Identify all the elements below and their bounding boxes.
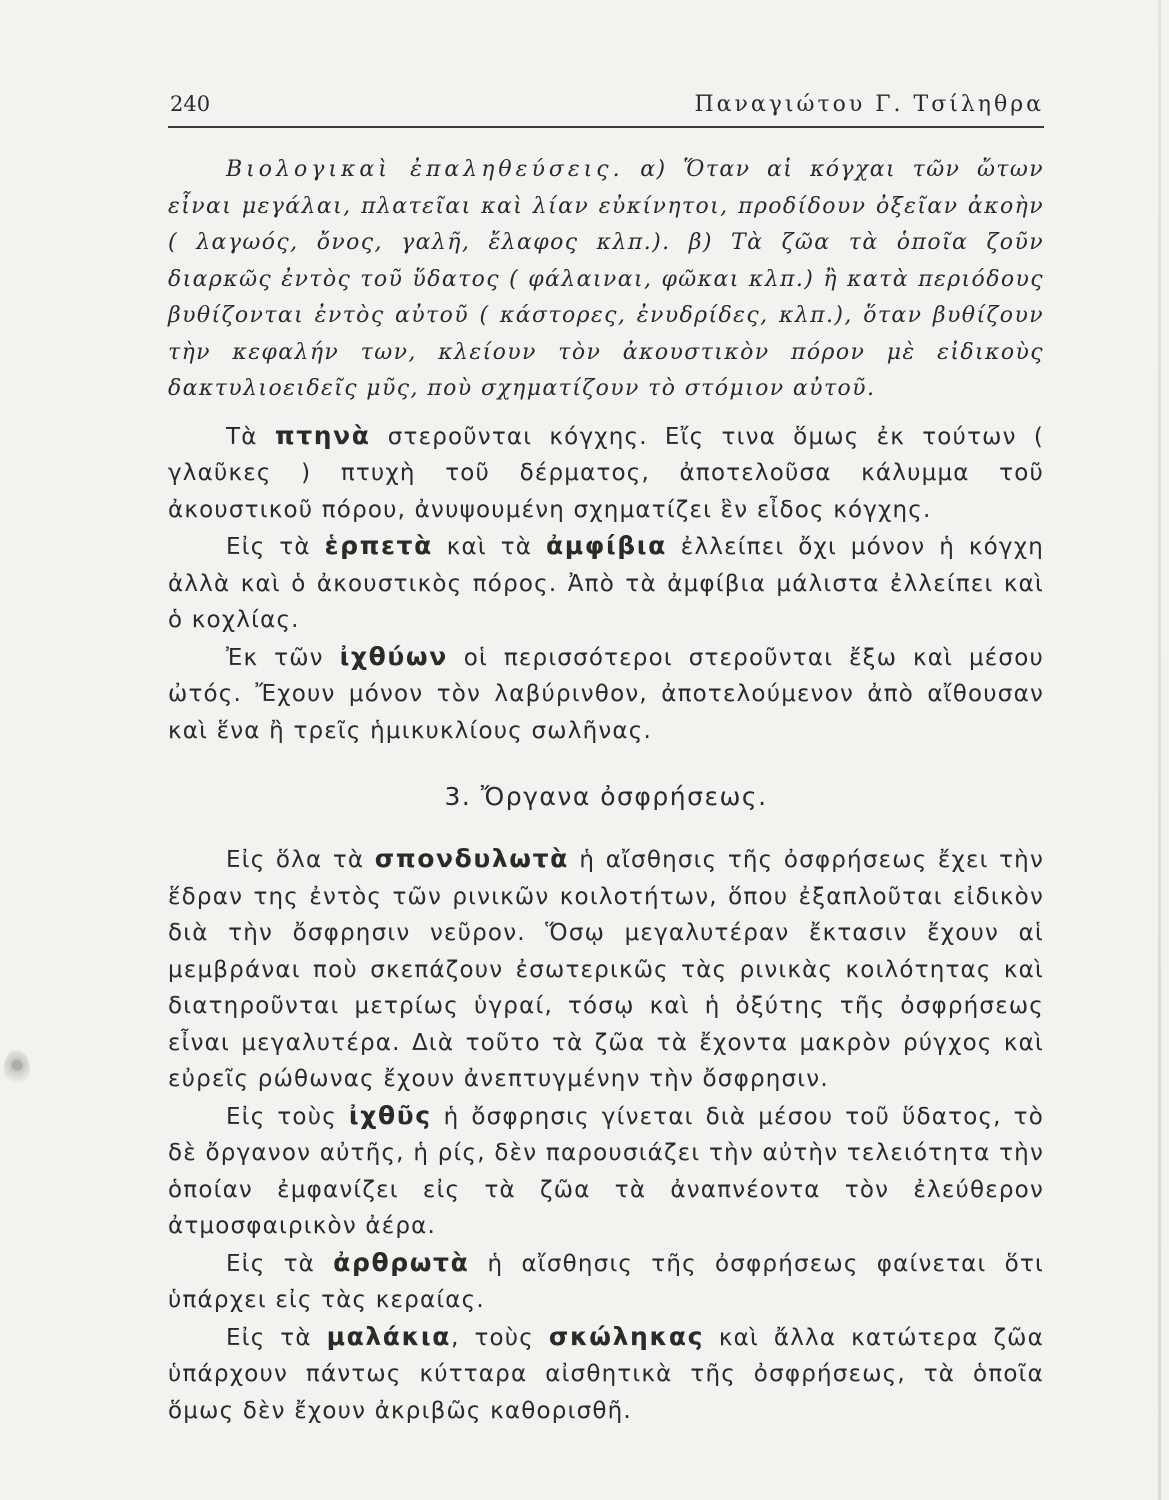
page-number: 240 bbox=[170, 92, 211, 116]
text-run: οἱ περισσότεροι στεροῦνται ἔξω καὶ μέσου ὠτός. Ἔχουν μόνον τὸν λαβύρινθον, ἀποτελούμενον ἀπὸ αἴθουσαν καὶ ἕνα ἢ τρεῖς ἡμικυκλίους σωλῆνας. bbox=[168, 644, 1044, 744]
text-run: καὶ ἄλλα κατώτερα ζῶα ὑπάρχουν πάντως κύτταρα αἰσθητικὰ τῆς ὀσφρήσεως, τὰ ὁποῖα ὅμως δὲν ἔχουν ἀκριβῶς καθορισθῆ. bbox=[168, 1324, 1044, 1424]
text-run: Ἐκ τῶν bbox=[226, 644, 340, 671]
text-run: καὶ τὰ bbox=[432, 534, 547, 560]
text-run: ἐλλείπει ὄχι μόνον ἡ κόγχη ἀλλὰ καὶ ὁ ἀκουστικὸς πόρος. Ἀπὸ τὰ ἀμφίβια μάλιστα ἐλλείπει καὶ ὁ κοχλίας. bbox=[168, 534, 1044, 633]
paragraph-fish-smell bbox=[168, 1098, 1044, 1245]
paragraph-molluscs-worms bbox=[168, 1319, 1044, 1430]
paragraph-biological-verifications bbox=[168, 152, 1044, 408]
text-run: Εἰς τὰ bbox=[226, 534, 325, 560]
text-run: Εἰς τὰ bbox=[226, 1250, 334, 1277]
paragraph-reptiles-amphibians bbox=[168, 528, 1044, 639]
term-amphibians: ἀμφίβια bbox=[546, 531, 667, 560]
term-birds: πτηνὰ bbox=[274, 420, 371, 450]
term-fish: ἰχθῦς bbox=[348, 1100, 432, 1130]
running-head: Παναγιώτου Γ. Τσίληθρα bbox=[694, 92, 1044, 117]
term-vertebrates: σπονδυλωτὰ bbox=[374, 844, 569, 873]
text-run: στεροῦνται κόγχης. Εἴς τινα ὅμως ἐκ τούτων ( γλαῦκες ) πτυχὴ τοῦ δέρματος, ἀποτελοῦσα κάλυμμα τοῦ ἀκουστικοῦ πόρου, ἀνυψουμένη σχηματίζει ἓν εἶδος κόγχης. bbox=[168, 423, 1044, 523]
page-body bbox=[168, 152, 1044, 1429]
section-heading bbox=[168, 779, 1044, 815]
text-run: ἡ αἴσθησις τῆς ὀσφρήσεως ἔχει τὴν ἕδραν της ἐντὸς τῶν ρινικῶν κοιλοτήτων, ὅπου ἐξαπλοῦται εἰδικὸν διὰ τὴν ὄσφρησιν νεῦρον. Ὅσῳ μεγαλυτέραν ἔκτασιν ἔχουν αἱ μεμβράναι ποὺ σκεπάζουν ἐσωτερικῶς τὰς ρινικὰς κοιλότητας καὶ διατηροῦνται μετρίως ὑγραί, τόσῳ καὶ ἡ ὀξύτης τῆς ὀσφρήσεως εἶναι μεγαλυτέρα. Διὰ τοῦτο τὰ ζῶα τὰ ἔχοντα μακρὸν ρύγχος καὶ εὐρεῖς ρώθωνας ἔχουν ἀνεπτυγμένην τὴν ὄσφρησιν. bbox=[168, 847, 1044, 1092]
text-run: Τὰ bbox=[226, 423, 275, 450]
term-molluscs: μαλάκια bbox=[326, 1321, 452, 1351]
paragraph-birds bbox=[168, 418, 1044, 529]
text-run: Εἰς ὅλα τὰ bbox=[226, 847, 375, 873]
section-title: Ὄργανα ὀσφρήσεως. bbox=[480, 782, 768, 811]
page-edge bbox=[1158, 0, 1161, 1500]
term-worms: σκώληκας bbox=[548, 1321, 705, 1351]
paragraph-fishes-ear bbox=[168, 639, 1044, 750]
text-run: , τοὺς bbox=[451, 1324, 549, 1351]
text-run: Εἰς τὰ bbox=[226, 1324, 327, 1351]
paragraph-arthropods bbox=[168, 1245, 1044, 1319]
text-run: ἡ αἴσθησις τῆς ὀσφρήσεως φαίνεται ὅτι ὑπάρχει εἰς τὰς κεραίας. bbox=[168, 1250, 1044, 1313]
page-header bbox=[168, 92, 1044, 128]
term-arthropods: ἀρθρωτὰ bbox=[333, 1247, 470, 1277]
text-run: ἡ ὄσφρησις γίνεται διὰ μέσου τοῦ ὕδατος, τὸ δὲ ὄργανον αὐτῆς, ἡ ρίς, δὲν παρουσιάζει τὴν αὐτὴν τελειότητα τὴν ὁποίαν ἐμφανίζει εἰς τὰ ζῶα τὰ ἀναπνέοντα τὸν ἐλεύθερον ἀτμοσφαιρικὸν ἀέρα. bbox=[168, 1103, 1044, 1239]
ink-smudge bbox=[4, 1050, 30, 1088]
paragraph-text: α) Ὅταν αἱ κόγχαι τῶν ὤτων εἶναι μεγάλαι, πλατεῖαι καὶ λίαν εὐκίνητοι, προδίδουν ὀξεῖαν ἀκοὴν ( λαγωός, ὄνος, γαλῆ, ἔλαφος κλπ.). β) Τὰ ζῶα τὰ ὁποῖα ζοῦν διαρκῶς ἐντὸς τοῦ ὕδατος ( φάλαιναι, φῶκαι κλπ.) ἢ κατὰ περιόδους βυθίζονται ἐντὸς αὐτοῦ ( κάστορες, ἐνυδρίδες, κλπ.), ὅταν βυθίζουν τὴν κεφαλήν των, κλείουν τὸν ἀκουστικὸν πόρον μὲ εἰδικοὺς δακτυλιοειδεῖς μῦς, ποὺ σχηματίζουν τὸ στόμιον αὐτοῦ. bbox=[168, 157, 1044, 401]
paragraph-lead: Βιολογικαὶ ἐπαληθεύσεις. bbox=[226, 157, 624, 182]
term-fishes: ἰχθύων bbox=[339, 641, 448, 671]
section-number: 3. bbox=[444, 782, 472, 811]
text-run: Εἰς τοὺς bbox=[226, 1103, 349, 1130]
term-reptiles: ἑρπετὰ bbox=[324, 531, 433, 560]
paragraph-vertebrates bbox=[168, 841, 1044, 1098]
